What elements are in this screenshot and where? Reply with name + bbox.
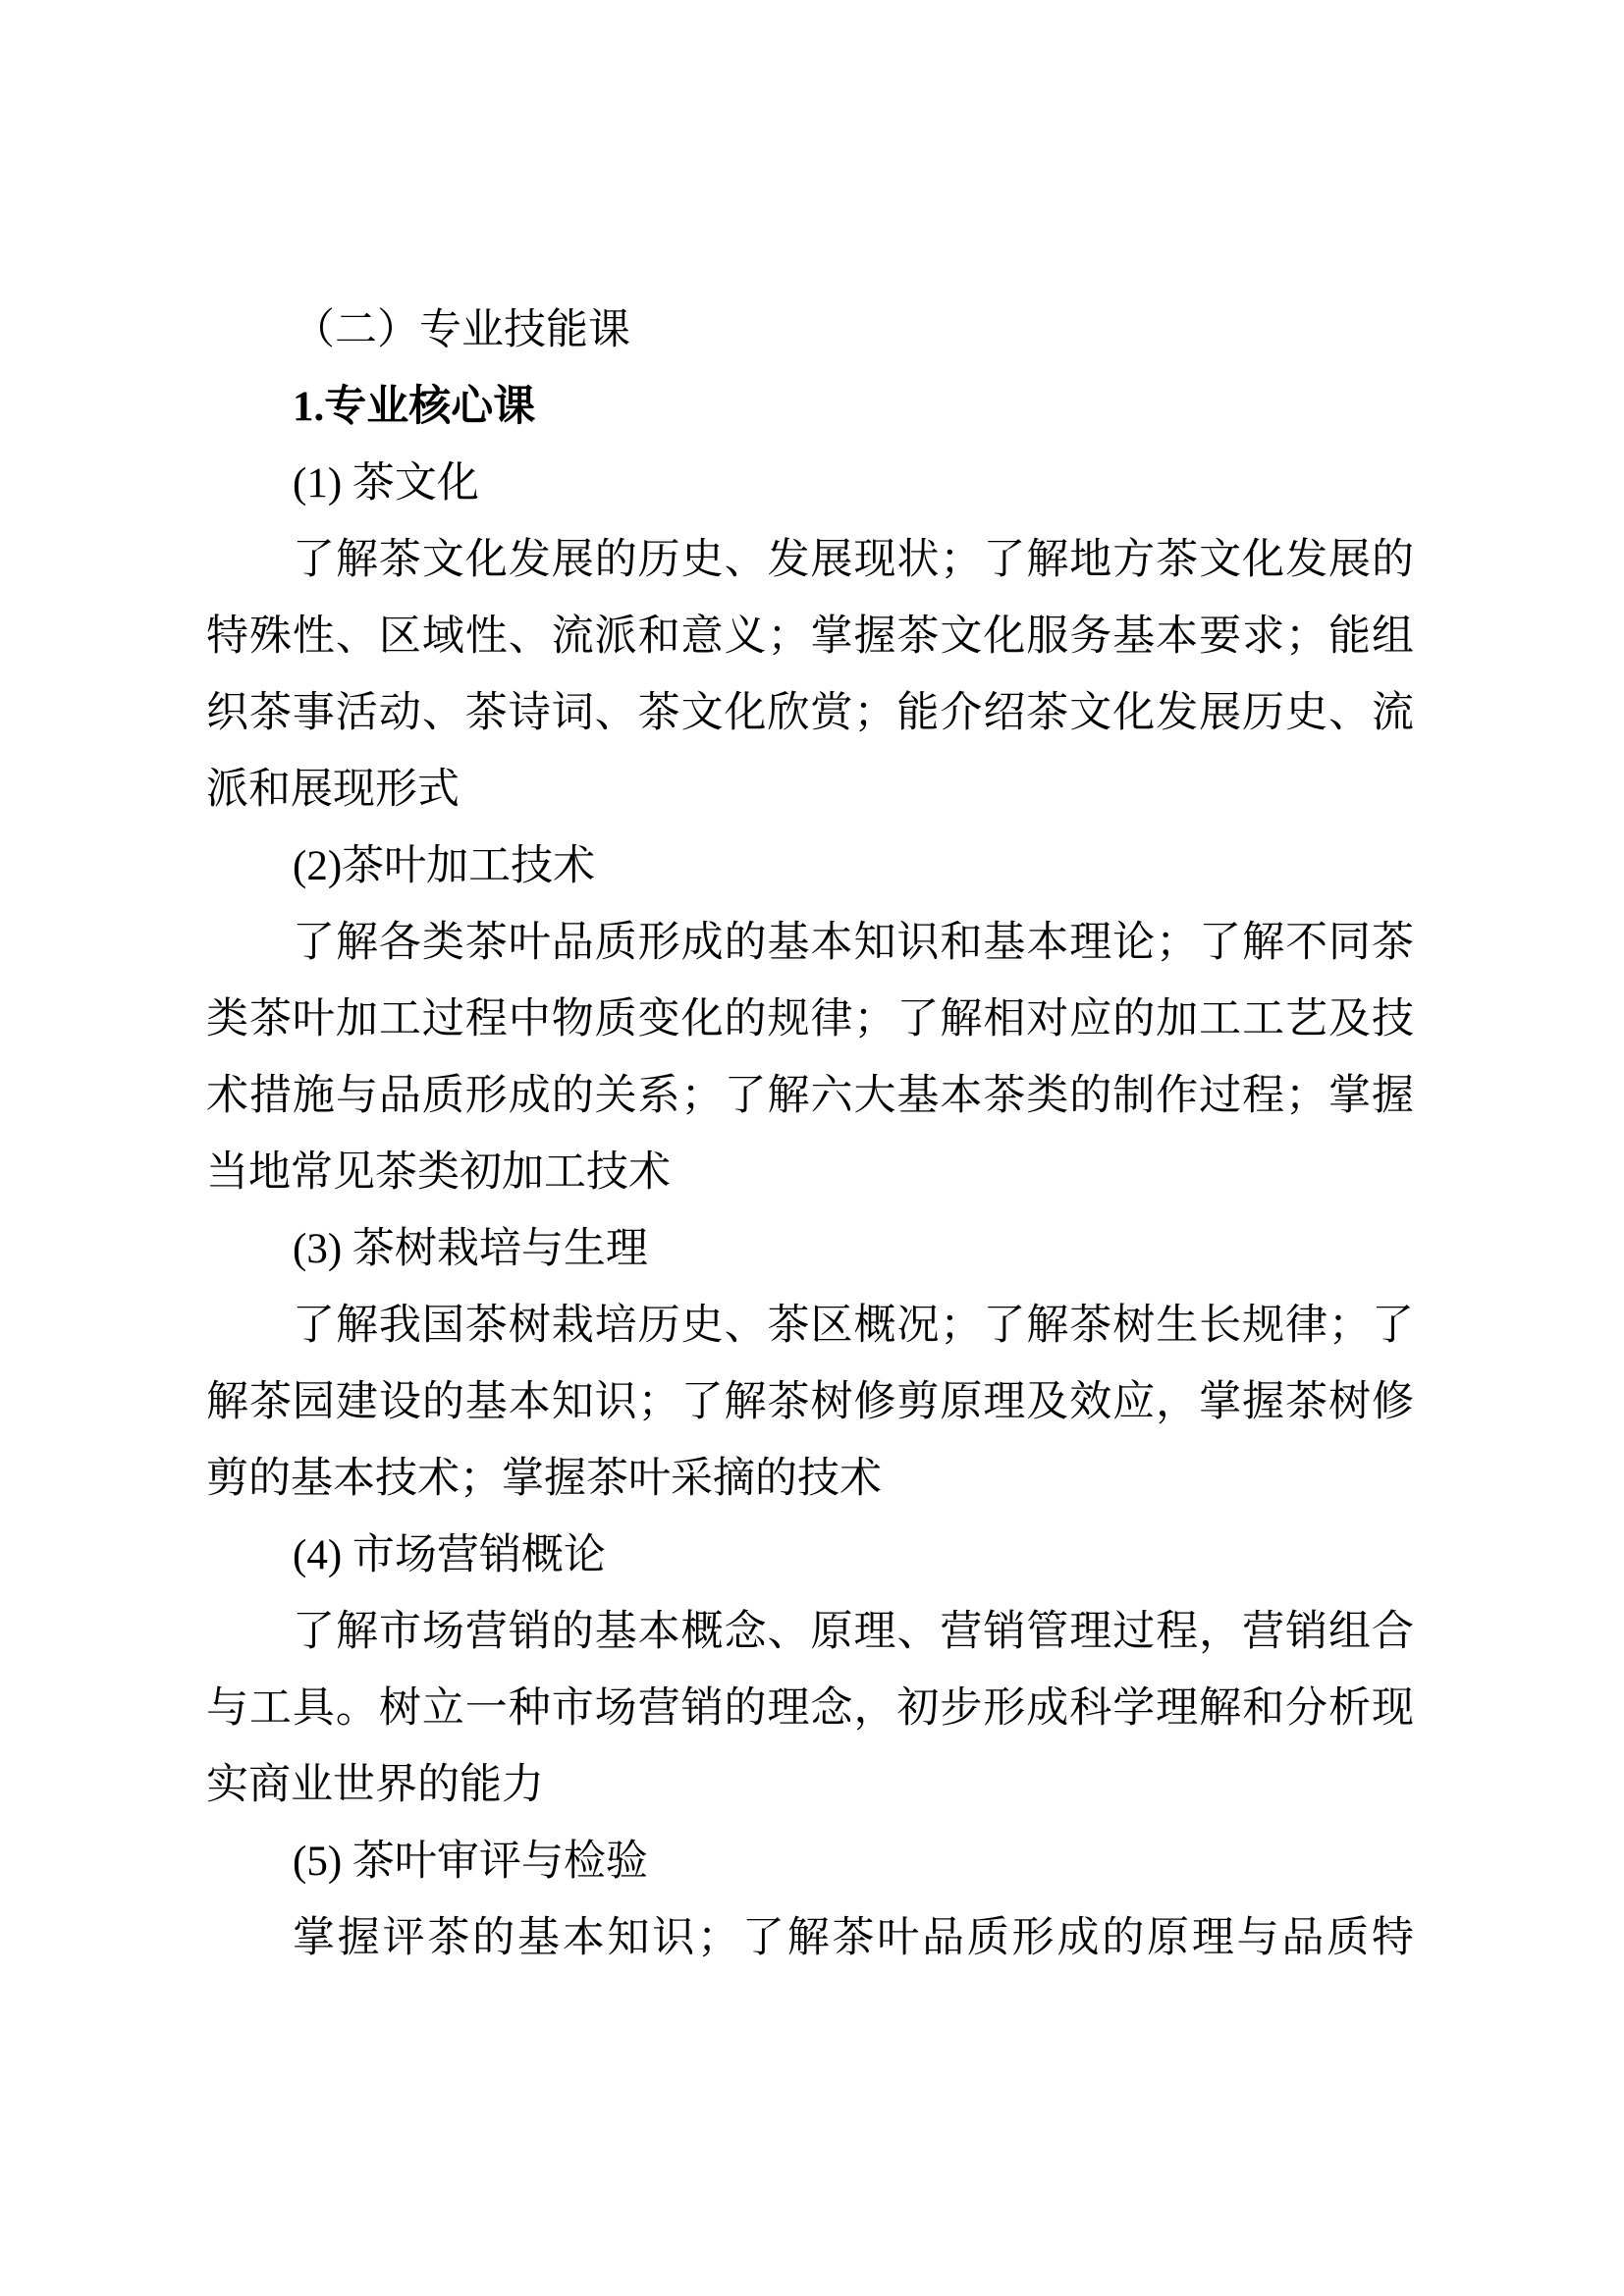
body-text-line: 派和展现形式 xyxy=(206,767,460,813)
body-text-line: 与工具。树立一种市场营销的理念，初步形成科学理解和分析现 xyxy=(206,1685,1414,1732)
body-text-line: 织茶事活动、茶诗词、茶文化欣赏；能介绍茶文化发展历史、流 xyxy=(206,690,1414,736)
course-item-heading: (3) 茶树栽培与生理 xyxy=(293,1226,648,1272)
body-text-line: 当地常见茶类初加工技术 xyxy=(206,1149,671,1196)
body-text-line: 解茶园建设的基本知识；了解茶树修剪原理及效应，掌握茶树修 xyxy=(206,1379,1414,1425)
body-text-line: 了解各类茶叶品质形成的基本知识和基本理论；了解不同茶 xyxy=(293,920,1414,966)
course-item-heading: (5) 茶叶审评与检验 xyxy=(293,1839,648,1885)
body-text-line: 了解市场营销的基本概念、原理、营销管理过程，营销组合 xyxy=(293,1609,1414,1655)
section-heading: （二）专业技能课 xyxy=(293,307,630,353)
body-text-line: 了解我国茶树栽培历史、茶区概况；了解茶树生长规律；了 xyxy=(293,1303,1414,1349)
body-text-line: 了解茶文化发展的历史、发展现状；了解地方茶文化发展的 xyxy=(293,537,1414,583)
body-text-line: 剪的基本技术；掌握茶叶采摘的技术 xyxy=(206,1456,882,1502)
course-item-heading: (2)茶叶加工技术 xyxy=(293,843,596,889)
body-text-line: 实商业世界的能力 xyxy=(206,1762,544,1808)
body-text-line: 术措施与品质形成的关系；了解六大基本茶类的制作过程；掌握 xyxy=(206,1073,1414,1119)
body-text-line: 特殊性、区域性、流派和意义；掌握茶文化服务基本要求；能组 xyxy=(206,614,1414,660)
subsection-heading: 1.专业核心课 xyxy=(293,384,536,430)
body-text-line: 类茶叶加工过程中物质变化的规律；了解相对应的加工工艺及技 xyxy=(206,996,1414,1042)
course-item-heading: (4) 市场营销概论 xyxy=(293,1532,606,1578)
course-item-heading: (1) 茶文化 xyxy=(293,460,479,507)
body-text-line: 掌握评茶的基本知识；了解茶叶品质形成的原理与品质特 xyxy=(293,1915,1414,1961)
document-body xyxy=(206,293,1414,1977)
